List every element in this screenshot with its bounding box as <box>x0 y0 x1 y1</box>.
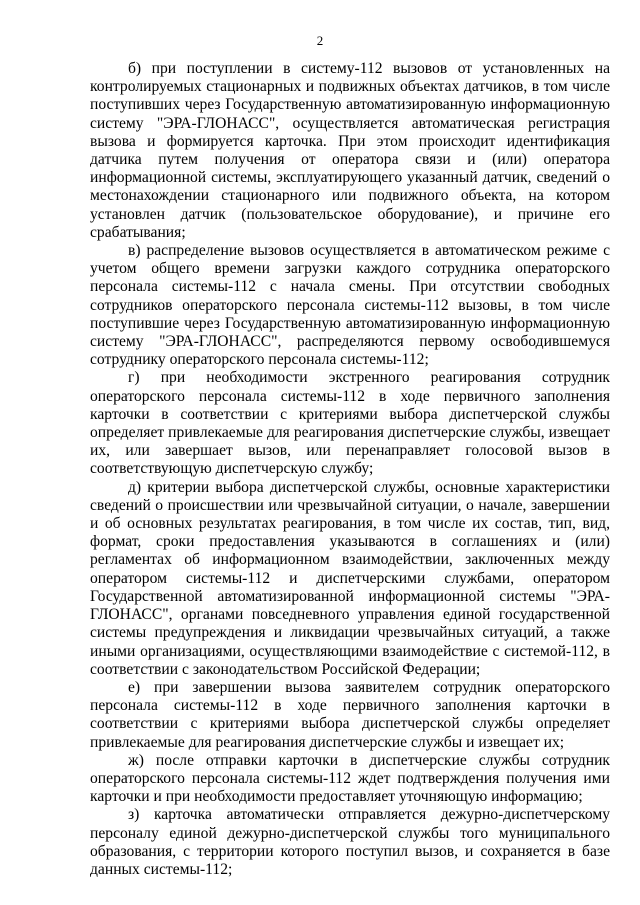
paragraph-e: е) при завершении вызова заявителем сотрудник операторского персонала системы-112 в ходе первичного заполнения карточки в соответствии с критериями выбора диспетчерской службы определяет привлекаемые для реагирования диспетчерские службы и извещает их; <box>90 678 610 751</box>
paragraph-zh: ж) после отправки карточки в диспетчерские службы сотрудник операторского персонала системы-112 ждет подтверждения получения ими карточки и при необходимости предоставляет уточняющую информацию; <box>90 751 610 806</box>
paragraph-v: в) распределение вызовов осуществляется в автоматическом режиме с учетом общего времени загрузки каждого сотрудника операторского персонала системы-112 с начала смены. При отсутствии свободных сотрудников операторского персонала системы-112 вызовы, в том числе поступившие через Государственную автоматизированную информационную систему "ЭРА-ГЛОНАСС", распределяются первому освободившемуся сотруднику операторского персонала системы-112; <box>90 242 610 369</box>
paragraph-g: г) при необходимости экстренного реагирования сотрудник операторского персонала системы-112 в ходе первичного заполнения карточки в соответствии с критериями выбора диспетчерской службы определяет привлекаемые для реагирования диспетчерские службы, извещает их, или завершает вызов, или перенаправляет голосовой вызов в соответствующую диспетчерскую службу; <box>90 369 610 478</box>
paragraph-b: б) при поступлении в систему-112 вызовов от установленных на контролируемых стационарных и подвижных объектах датчиков, в том числе поступивших через Государственную автоматизированную информационную систему "ЭРА-ГЛОНАСС", осуществляется автоматическая регистрация вызова и формируется карточка. При этом происходит идентификация датчика путем получения от оператора связи и (или) оператора информационной системы, эксплуатирующего указанный датчик, сведений о местонахождении стационарного или подвижного объекта, на котором установлен датчик (пользовательское оборудование), и причине его срабатывания; <box>90 60 610 241</box>
paragraph-z: з) карточка автоматически отправляется дежурно-диспетчерскому персоналу единой дежурно-диспетчерской службы того муниципального образования, с территории которого поступил вызов, и сохраняется в базе данных системы-112; <box>90 806 610 878</box>
document-body <box>90 60 610 879</box>
page-number: 2 <box>316 33 324 48</box>
paragraph-d: д) критерии выбора диспетчерской службы, основные характеристики сведений о происшествии или чрезвычайной ситуации, о начале, завершении и об основных результатах реагирования, в том числе их состав, тип, вид, формат, сроки предоставления указываются в соглашениях и (или) регламентах об информационном взаимодействии, заключенных между оператором системы-112 и диспетчерскими службами, оператором Государственной автоматизированной информационной системы "ЭРА-ГЛОНАСС", органами повседневного управления единой государственной системы предупреждения и ликвидации чрезвычайных ситуаций, а также иными организациями, осуществляющими взаимодействие с системой-112, в соответствии с законодательством Российской Федерации; <box>90 478 610 678</box>
